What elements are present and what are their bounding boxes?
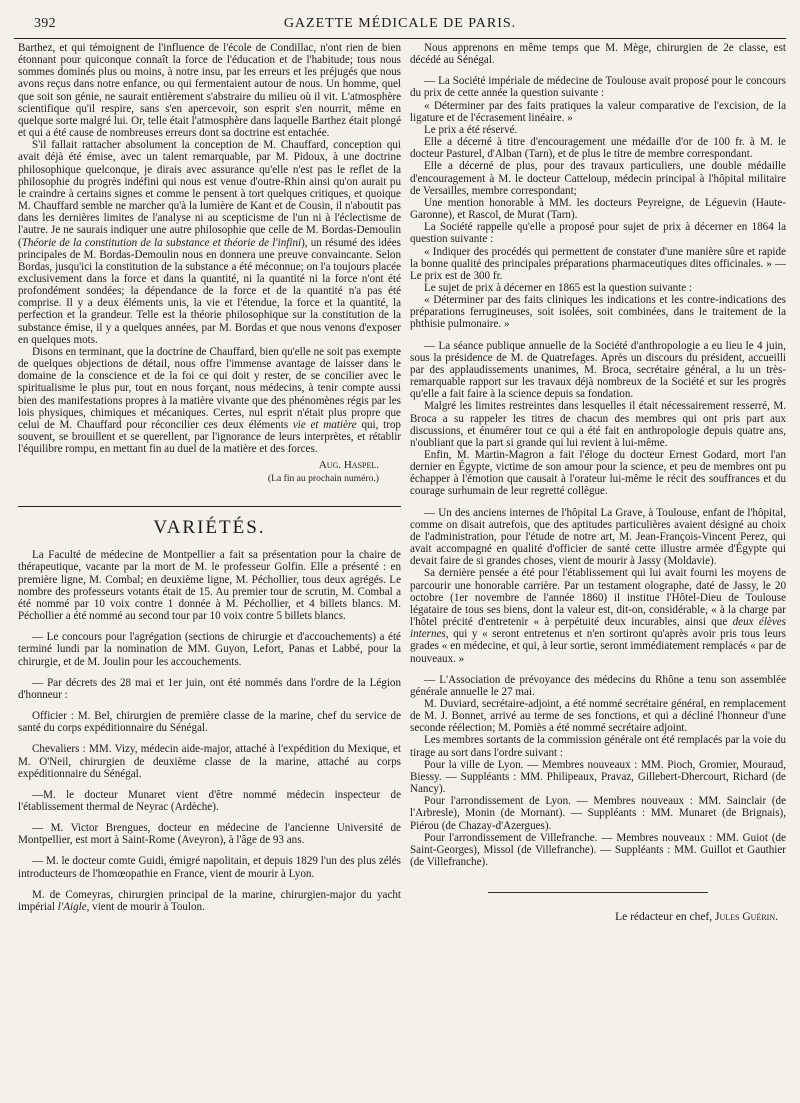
editor-signature: Le rédacteur en chef, Jules Guérin.: [615, 911, 778, 924]
news-item: M. de Comeyras, chirurgien principal de la marine, chirurgien-major du yacht impérial l'Aigle, vient de mourir à Toulon.: [18, 888, 401, 913]
journal-title: GAZETTE MÉDICALE DE PARIS.: [283, 16, 517, 31]
author-signature: Aug. Haspel.: [318, 459, 379, 472]
news-item: — L'Association de prévoyance des médecins du Rhône a tenu son assemblée générale annuelle le 27 mai.: [410, 673, 786, 698]
news-item: Nous apprenons en même temps que M. Mège, chirurgien de 2e classe, est décédé au Sénégal.: [410, 42, 786, 67]
page-number: 392: [34, 16, 56, 31]
continuation-note: (La fin au prochain numéro.): [267, 473, 379, 485]
news-item: La Faculté de médecine de Montpellier a fait sa présentation pour la chaire de thérapeutique, vacante par la mort de M. le professeur Golfin. Elle a présenté : en première ligne, M. Combal; en deuxième ligne, M. Péchollier, tous deux agrégés. Le nombre des professeurs votants était de 15. Au premier tour de scrutin, M. Combal a été nommé par 10 voix contre 1 donnée à M. Péchollier, et 4 billets blancs. M. Péchollier a été nommé au second tour par 10 voix contre 5 billets blancs.: [18, 549, 401, 623]
left-column: [18, 42, 401, 1095]
news-item: La Société rappelle qu'elle a proposé pour sujet de prix à décerner en 1864 la question suivante :: [410, 221, 786, 246]
news-item: Une mention honorable à MM. les docteurs Peyreigne, de Léguevin (Haute-Garonne), et Rascol, de Murat (Tarn).: [410, 196, 786, 222]
news-item: — M. Victor Brengues, docteur en médecine de l'ancienne Université de Montpellier, est mort à Saint-Rome (Aveyron), à l'âge de 93 ans.: [18, 822, 401, 847]
ship-name: l'Aigle: [57, 900, 87, 913]
editor-name: Jules Guérin.: [715, 911, 778, 924]
news-item: Officier : M. Bel, chirurgien de première classe de la marine, chef du service de santé du corps expéditionnaire du Sénégal.: [18, 710, 401, 735]
italic-title: Théorie de la constitution de la substance et théorie de l'infini: [21, 236, 302, 249]
paragraph: S'il fallait rattacher absolument la conception de M. Chauffard, conception qui avait déjà été émise, avec un talent remarquable, par M. Pidoux, à une doctrine philosophique quelconque, je dirais avec assurance qu'elle n'est pas le reflet de la philosophie du progrès indéfini qui nous est venue d'outre-Rhin ainsi qu'on aurait pu le craindre à certains signes et comme le pensent à tort quelques critiques, et quoique M. Chauffard semble ne marcher qu'à la lumière de Kant et de Cousin, il n'aboutit pas dans les dernières limites de l'analyse ni au scepticisme de l'un ni à l'éclectisme de l'autre. Je ne saurais indiquer une autre philosophie que celle de M. Bordas-Demoulin (Théorie de la constitution de la substance et théorie de l'infini), un résumé des idées principales de M. Bordas-Demoulin nous en donnera une preuve convaincante. Selon Bordas, jusqu'ici la constitution de la substance a été méconnue; on l'a toujours placée exclusivement dans la force et dans la quantité, ni la quantité ni la force n'ont été profondément sondées; la dépendance de la force et de la quantité n'a pas été comprise. Il y a deux éléments unis, la vie et l'étendue, la force et la quantité, la perfection et la grandeur. Telle est la théorie philosophique sur la constitution de la substance émise, il y a quelques années, par M. Bordas et que nous venons d'exposer en quelques mots.: [18, 139, 401, 346]
news-item: Elle a décerné à titre d'encouragement une médaille d'or de 100 fr. à M. le docteur Pasturel, d'Alban (Tarn), et de plus le titre de membre correspondant.: [410, 136, 786, 161]
news-item: « Déterminer par des faits pratiques la valeur comparative de l'excision, de la ligature et de l'écrasement linéaire. »: [410, 99, 786, 124]
news-item: Malgré les limites restreintes dans lesquelles il était nécessairement resserré, M. Broca a su rappeler les titres de chacun des membres qui ont pris part aux discussions, et énumérer tout ce qui a été fait en anthropologie depuis quatre ans, n'oubliant que la part si grande qui lui revient à lui-même.: [410, 400, 786, 449]
news-item: — La Société impériale de médecine de Toulouse avait proposé pour le concours du prix de cette année la question suivante :: [410, 75, 786, 100]
right-column: [410, 42, 786, 1095]
italic-phrase: deux élèves internes: [410, 616, 786, 641]
news-item: M. Duviard, secrétaire-adjoint, a été nommé secrétaire général, en remplacement de M. J. Bonnet, arrivé au terme de ses fonctions, et qui a décliné l'honneur d'une seconde réélection; M. Pomiès a été nommé secrétaire adjoint.: [410, 697, 786, 735]
news-item: — Par décrets des 28 mai et 1er juin, ont été nommés dans l'ordre de la Légion d'honneur :: [18, 676, 401, 701]
news-item: Pour l'arrondissement de Villefranche. — Membres nouveaux : MM. Guiot (de Saint-Georges), Missol (de Villefranche). — Suppléants : MM. Guillot et Gauthier (de Villefranche).: [410, 831, 786, 868]
paragraph: Disons en terminant, que la doctrine de Chauffard, bien qu'elle ne soit pas exempte de quelques objections de détail, nous offre l'immense avantage de laisser dans le domaine de la conscience et de la foi ce qui doit y rester, de se concilier avec le spiritualisme le plus pur, tout en nous forçant, nous médecins, à tenir compte aussi bien des manifestations propres à la matière vivante que des phénomènes régis par les lois physiques, chimiques et mécaniques. Certes, nul esprit n'était plus propre que celui de M. Chauffard pour réconcilier ces deux éléments vie et matière qui, trop souvent, se brouillent et se querellent, par l'ignorance de leurs interprètes, et rétablir l'équilibre rompu, en mettant fin au duel de la matière et des forces.: [18, 345, 401, 456]
news-item: « Déterminer par des faits cliniques les indications et les contre-indications des préparations ferrugineuses, soit isolées, soit combinées, dans le traitement de la phthisie pulmonaire. »: [410, 294, 786, 331]
news-item: — La séance publique annuelle de la Société d'anthropologie a eu lieu le 4 juin, sous la présidence de M. de Quatrefages. Après un discours du président, accueilli par des applaudissements unanimes, M. Broca, secrétaire général, a lu un très-remarquable rapport sur les travaux déjà nombreux de la Société et sur les progrès qu'elle a fait faire à la science depuis sa fondation.: [410, 339, 786, 401]
news-item: Pour la ville de Lyon. — Membres nouveaux : MM. Pioch, Gromier, Mouraud, Biessy. — Suppléants : MM. Philipeaux, Pravaz, Gillebert-Dhercourt, Richard (de Nancy).: [410, 758, 786, 796]
paragraph: Barthez, et qui témoignent de l'influence de l'école de Condillac, n'ont rien de bien étonnant pour quiconque connaît la force de l'éducation et de l'habitude; tous nous sommes dominés plus ou moins, à notre insu, par les erreurs et les préjugés que nous avons reçus dans notre enfance, ou qui fermentaient autour de nous. Un homme, quel que soit son génie, ne saurait entièrement s'abstraire du milieu où il vit. L'atmosphère scientifique qu'il respire, sans s'en apercevoir, son esprit s'en nourrit, même en quelque sorte malgré lui. Or, telle était l'atmosphère dans laquelle Barthez était plongé et qui a été cause de nombreuses erreurs dont sa doctrine est entachée.: [18, 42, 401, 140]
italic-phrase: vie et matière: [292, 418, 357, 431]
news-item: Le prix a été réservé.: [424, 123, 518, 136]
news-item: Les membres sortants de la commission générale ont été remplacés par la voie du tirage au sort dans l'ordre suivant :: [410, 734, 786, 759]
columns: [18, 42, 788, 1095]
section-title-varietes: VARIÉTÉS.: [18, 506, 401, 539]
page-header: [14, 12, 786, 39]
news-item: — Le concours pour l'agrégation (sections de chirurgie et d'accouchements) a été terminé lundi par la nomination de MM. Guyon, Lefort, Panas et Labbé, pour la chirurgie, et de M. Joulin pour les accouchements.: [18, 631, 401, 668]
news-item: Pour l'arrondissement de Lyon. — Membres nouveaux : MM. Sainclair (de l'Arbresle), Monin (de Mornant). — Suppléants : MM. Munaret (de Brignais), Piérou (de Chazay-d'Azergues).: [410, 795, 786, 832]
news-item: —M. le docteur Munaret vient d'être nommé médecin inspecteur de l'établissement thermal de Neyrac (Ardèche).: [18, 788, 401, 813]
news-item: Enfin, M. Martin-Magron a fait l'éloge du docteur Ernest Godard, mort l'an dernier en Égypte, victime de son amour pour la science, et peu de membres ont pu échapper à l'émotion que causait à l'orateur lui-même le récit des souffrances et du courage surhumain de leur regretté collègue.: [410, 449, 786, 498]
news-item: Le sujet de prix à décerner en 1865 est la question suivante :: [424, 281, 693, 294]
news-item: Sa dernière pensée a été pour l'établissement qui lui avait fourni les moyens de parcourir une honorable carrière. Par un testament olographe, daté de Jassy, le 20 octobre (1er novembre de l'année 1860) il institue l'Hôtel-Dieu de Toulouse légataire de tous ses biens, dont la valeur est, dit-on, considérable, « à la charge par l'hôtel précité d'entretenir « à perpétuité deux incurables, ainsi que deux élèves internes, qui y « seront entretenus et n'en sortiront qu'après avoir pris tous leurs grades « en médecine, et qui, à leur sortie, seront immédiatement remplacés « par de nouveaux. »: [410, 567, 786, 665]
news-item: — Un des anciens internes de l'hôpital La Grave, à Toulouse, enfant de l'hôpital, comme on disait autrefois, que des aptitudes particulières avaient désigné au choix de l'administration, pour l'étude de notre art, M. Jean-François-Vincent Perez, qui avait accompagné en qualité d'officier de santé cette illustre armée d'Égypte qui devait faire de si grandes choses, vient de mourir à Jassy (Moldavie).: [410, 506, 786, 568]
news-item: Elle a décerné de plus, pour des travaux particuliers, une double médaille d'encouragement à M. le docteur Catteloup, médecin principal à l'hôpital militaire de Versailles, membre correspondant;: [410, 160, 786, 197]
news-item: — M. le docteur comte Guidi, émigré napolitain, et depuis 1829 l'un des plus zélés introducteurs de l'homœopathie en France, vient de mourir à Lyon.: [18, 855, 401, 880]
news-item: Chevaliers : MM. Vizy, médecin aide-major, attaché à l'expédition du Mexique, et M. O'Neil, chirurgien de deuxième classe de la marine, attaché au corps expéditionnaire du Sénégal.: [18, 743, 401, 780]
news-item: « Indiquer des procédés qui permettent de constater d'une manière sûre et rapide la bonne qualité des principales préparations pharmaceutiques dites officinales. » — Le prix est de 300 fr.: [410, 245, 786, 282]
divider: [488, 892, 708, 893]
